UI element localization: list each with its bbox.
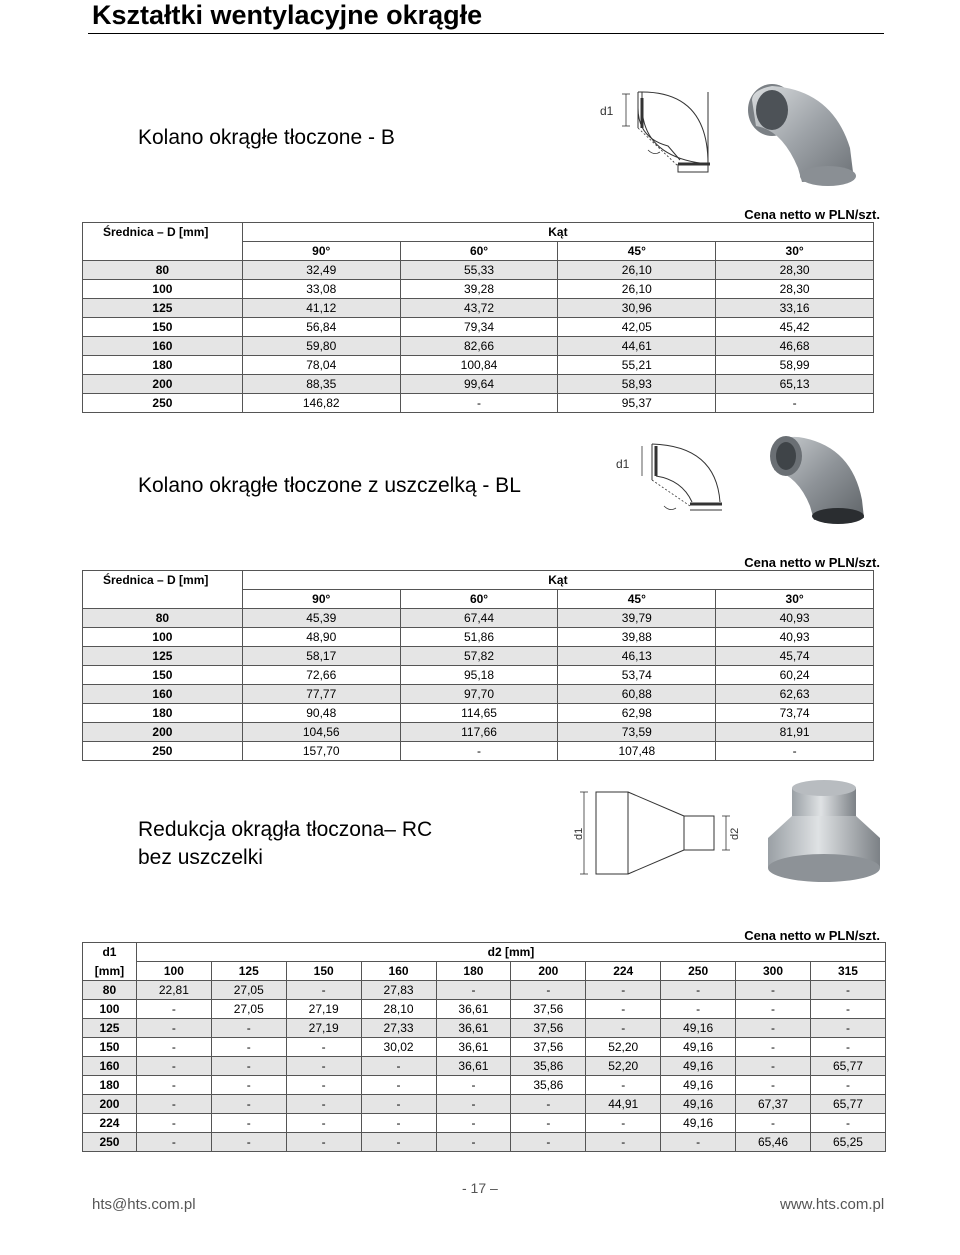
table-cell: - [136, 1038, 211, 1057]
table-cell: - [736, 981, 811, 1000]
table-row [83, 337, 874, 356]
table-cell: 36,61 [436, 1057, 511, 1076]
table-cell: - [511, 1095, 586, 1114]
title-rule [88, 33, 884, 34]
table-cell: 65,46 [736, 1133, 811, 1152]
price-note-b: Cena netto w PLN/szt. [744, 207, 880, 222]
table-cell: 180 [83, 356, 243, 375]
table-cell: 58,99 [716, 356, 874, 375]
table-cell: 36,61 [436, 1019, 511, 1038]
table-cell: 125 [83, 647, 243, 666]
page-title: Kształtki wentylacyjne okrągłe [92, 0, 483, 30]
table-cell: 53,74 [558, 666, 716, 685]
table-cell: 73,59 [558, 723, 716, 742]
angle-30: 30° [716, 242, 874, 261]
table-cell: - [736, 1019, 811, 1038]
table-cell: 114,65 [400, 704, 558, 723]
table-cell: - [361, 1057, 436, 1076]
table-cell: - [511, 981, 586, 1000]
table-cell: 37,56 [511, 1000, 586, 1019]
table-cell: 250 [83, 742, 243, 761]
table-cell: 78,04 [242, 356, 400, 375]
table-cell: 125 [83, 299, 243, 318]
table-row [83, 318, 874, 337]
table-cell: - [400, 394, 558, 413]
angle-90: 90° [242, 242, 400, 261]
table-cell: - [736, 1114, 811, 1133]
angle-90: 90° [242, 590, 400, 609]
table-cell: 44,61 [558, 337, 716, 356]
table-cell [83, 242, 243, 261]
table-cell: 67,44 [400, 609, 558, 628]
table-cell: - [361, 1095, 436, 1114]
table-cell: 250 [83, 394, 243, 413]
table-row [83, 261, 874, 280]
section-title-reducer-line2: bez uszczelki [138, 846, 263, 869]
table-cell: 60,88 [558, 685, 716, 704]
table-cell: 73,74 [716, 704, 874, 723]
table-cell: 27,33 [361, 1019, 436, 1038]
table-cell: - [286, 1076, 361, 1095]
table-cell: - [286, 1133, 361, 1152]
table-cell: 30,96 [558, 299, 716, 318]
table-cell: 39,88 [558, 628, 716, 647]
table-cell: 43,72 [400, 299, 558, 318]
table-cell: - [810, 981, 885, 1000]
table-cell: - [586, 1076, 661, 1095]
d2-header: d2 [mm] [136, 943, 885, 962]
table-cell: 65,77 [810, 1095, 885, 1114]
table-cell: 160 [83, 1057, 137, 1076]
table-row [83, 704, 874, 723]
table-cell: - [136, 1057, 211, 1076]
table-cell: 49,16 [661, 1095, 736, 1114]
table-cell: - [136, 1000, 211, 1019]
table-cell: 224 [83, 1114, 137, 1133]
table-cell: 33,08 [242, 280, 400, 299]
table-cell: 160 [361, 962, 436, 981]
table-row [83, 685, 874, 704]
table-cell: 100 [136, 962, 211, 981]
table-cell: 107,48 [558, 742, 716, 761]
table-cell: 46,13 [558, 647, 716, 666]
table-cell: - [211, 1019, 286, 1038]
table-cell: 200 [83, 723, 243, 742]
table-cell: - [586, 1133, 661, 1152]
table-cell [83, 590, 243, 609]
table-cell: 37,56 [511, 1038, 586, 1057]
table-cell: 26,10 [558, 280, 716, 299]
footer-email-link[interactable]: hts@hts.com.pl [92, 1196, 196, 1213]
table-cell: 82,66 [400, 337, 558, 356]
table-cell: 62,63 [716, 685, 874, 704]
table-cell: 49,16 [661, 1038, 736, 1057]
d1-header: d1 [83, 943, 137, 962]
table-row [83, 647, 874, 666]
table-row [83, 1114, 886, 1133]
table-cell: 27,05 [211, 1000, 286, 1019]
table-cell: 99,64 [400, 375, 558, 394]
table-cell: 45,74 [716, 647, 874, 666]
table-cell: 44,91 [586, 1095, 661, 1114]
table-cell: 41,12 [242, 299, 400, 318]
table-cell: 49,16 [661, 1019, 736, 1038]
table-row [83, 628, 874, 647]
table-cell: 42,05 [558, 318, 716, 337]
price-table-reducer [82, 942, 886, 1152]
table-cell: 49,16 [661, 1057, 736, 1076]
table-cell: 150 [83, 318, 243, 337]
table-cell: - [136, 1114, 211, 1133]
table-cell: 28,30 [716, 261, 874, 280]
table-row [83, 299, 874, 318]
table-cell: - [810, 1114, 885, 1133]
table-cell: - [286, 1057, 361, 1076]
table-cell: 65,13 [716, 375, 874, 394]
table-cell: 59,80 [242, 337, 400, 356]
table-cell: 125 [83, 1019, 137, 1038]
section-title-reducer-line1: Redukcja okrągła tłoczona– RC [138, 818, 433, 841]
table-cell: 79,34 [400, 318, 558, 337]
table-cell: 160 [83, 337, 243, 356]
reducer-diagram [566, 786, 746, 882]
table-cell: - [810, 1038, 885, 1057]
angle-30: 30° [716, 590, 874, 609]
table-cell: - [661, 1000, 736, 1019]
table-cell: 200 [511, 962, 586, 981]
table-cell: - [586, 1019, 661, 1038]
table-cell: - [716, 394, 874, 413]
table-cell: 300 [736, 962, 811, 981]
table-cell: - [286, 1095, 361, 1114]
table-cell: 55,21 [558, 356, 716, 375]
table-cell: - [436, 1114, 511, 1133]
table-row [83, 666, 874, 685]
table-cell: 27,83 [361, 981, 436, 1000]
d1-unit: [mm] [83, 962, 137, 981]
table-row [83, 742, 874, 761]
table-cell: - [286, 981, 361, 1000]
table-cell: 150 [83, 1038, 137, 1057]
table-row [83, 1076, 886, 1095]
table-cell: - [810, 1000, 885, 1019]
angle-45: 45° [558, 242, 716, 261]
table-row [83, 1057, 886, 1076]
table-cell: - [436, 981, 511, 1000]
table-cell: - [511, 1114, 586, 1133]
section-title-elbow-bl: Kolano okrągłe tłoczone z uszczelką - BL [138, 474, 521, 497]
table-cell: 104,56 [242, 723, 400, 742]
table-cell: 80 [83, 261, 243, 280]
table-cell: 180 [83, 1076, 137, 1095]
table-cell: 27,19 [286, 1000, 361, 1019]
table-cell: 117,66 [400, 723, 558, 742]
page-number: - 17 – [462, 1180, 498, 1196]
angle-header: Kąt [242, 223, 873, 242]
reducer-photo [760, 774, 888, 892]
price-table-elbow-b [82, 222, 874, 413]
table-cell: 33,16 [716, 299, 874, 318]
table-cell: - [211, 1076, 286, 1095]
diameter-header: Średnica – D [mm] [83, 571, 243, 590]
table-cell: - [586, 1114, 661, 1133]
angle-45: 45° [558, 590, 716, 609]
table-cell: - [136, 1076, 211, 1095]
table-cell: 49,16 [661, 1076, 736, 1095]
table-cell: - [211, 1133, 286, 1152]
table-cell: 200 [83, 375, 243, 394]
table-cell: 81,91 [716, 723, 874, 742]
table-cell: - [286, 1038, 361, 1057]
table-row [83, 394, 874, 413]
table-cell: 80 [83, 609, 243, 628]
table-cell: - [716, 742, 874, 761]
elbow-b-photo [732, 80, 872, 195]
table-cell: 62,98 [558, 704, 716, 723]
table-cell: 28,30 [716, 280, 874, 299]
table-row [83, 375, 874, 394]
reducer-d1-label: d1 [573, 827, 585, 840]
table-cell: 46,68 [716, 337, 874, 356]
table-cell: 32,49 [242, 261, 400, 280]
table-cell: 315 [810, 962, 885, 981]
table-cell: 65,25 [810, 1133, 885, 1152]
table-cell: - [136, 1095, 211, 1114]
table-cell: - [661, 981, 736, 1000]
angle-60: 60° [400, 590, 558, 609]
table-cell: - [736, 1000, 811, 1019]
elbow-bl-diagram [612, 440, 732, 530]
angle-60: 60° [400, 242, 558, 261]
elbow-bl-d1-label: d1 [616, 457, 630, 471]
table-cell: - [136, 1019, 211, 1038]
table-row [83, 1019, 886, 1038]
table-cell: 100 [83, 628, 243, 647]
table-cell: 200 [83, 1095, 137, 1114]
table-cell: 40,93 [716, 609, 874, 628]
table-cell: 48,90 [242, 628, 400, 647]
table-cell: 180 [436, 962, 511, 981]
elbow-bl-photo [752, 430, 882, 530]
table-cell: 160 [83, 685, 243, 704]
table-cell: - [736, 1038, 811, 1057]
table-cell: - [436, 1133, 511, 1152]
table-cell: 90,48 [242, 704, 400, 723]
table-cell: 100 [83, 1000, 137, 1019]
table-cell: 72,66 [242, 666, 400, 685]
section-title-elbow-b: Kolano okrągłe tłoczone - B [138, 126, 395, 149]
table-cell: 157,70 [242, 742, 400, 761]
table-row [83, 981, 886, 1000]
table-cell: - [661, 1133, 736, 1152]
table-cell: 27,05 [211, 981, 286, 1000]
table-cell: 37,56 [511, 1019, 586, 1038]
table-cell: 45,39 [242, 609, 400, 628]
table-cell: 30,02 [361, 1038, 436, 1057]
table-row [83, 356, 874, 375]
table-cell: 250 [661, 962, 736, 981]
table-cell: 52,20 [586, 1057, 661, 1076]
table-cell: 95,37 [558, 394, 716, 413]
table-cell: 88,35 [242, 375, 400, 394]
diameter-header: Średnica – D [mm] [83, 223, 243, 242]
table-row [83, 1000, 886, 1019]
price-table-elbow-bl [82, 570, 874, 761]
table-cell: 57,82 [400, 647, 558, 666]
table-cell: 35,86 [511, 1076, 586, 1095]
table-cell: 150 [83, 666, 243, 685]
table-cell: - [361, 1133, 436, 1152]
table-cell: 49,16 [661, 1114, 736, 1133]
table-row [83, 1133, 886, 1152]
table-cell: - [361, 1114, 436, 1133]
table-row [83, 280, 874, 299]
table-cell: 146,82 [242, 394, 400, 413]
price-note-bl: Cena netto w PLN/szt. [744, 555, 880, 570]
table-cell: 45,42 [716, 318, 874, 337]
table-cell: - [211, 1095, 286, 1114]
table-cell: 35,86 [511, 1057, 586, 1076]
table-cell: - [436, 1095, 511, 1114]
table-cell: 26,10 [558, 261, 716, 280]
price-note-rc: Cena netto w PLN/szt. [744, 928, 880, 943]
table-cell: 95,18 [400, 666, 558, 685]
table-cell: 28,10 [361, 1000, 436, 1019]
table-cell: 22,81 [136, 981, 211, 1000]
table-cell: 58,93 [558, 375, 716, 394]
table-cell: - [586, 981, 661, 1000]
table-cell: 40,93 [716, 628, 874, 647]
table-cell: 39,79 [558, 609, 716, 628]
table-cell: - [211, 1038, 286, 1057]
table-cell: 52,20 [586, 1038, 661, 1057]
reducer-d2-label: d2 [729, 827, 741, 840]
table-row [83, 1038, 886, 1057]
table-cell: 27,19 [286, 1019, 361, 1038]
table-cell: 100,84 [400, 356, 558, 375]
table-cell: - [736, 1057, 811, 1076]
table-cell: 125 [211, 962, 286, 981]
table-row [83, 609, 874, 628]
table-cell: - [436, 1076, 511, 1095]
table-cell: 97,70 [400, 685, 558, 704]
table-cell: 180 [83, 704, 243, 723]
table-cell: 36,61 [436, 1038, 511, 1057]
table-cell: 39,28 [400, 280, 558, 299]
table-cell: - [736, 1076, 811, 1095]
table-cell: - [586, 1000, 661, 1019]
table-cell: 224 [586, 962, 661, 981]
table-cell: 60,24 [716, 666, 874, 685]
table-cell: - [810, 1076, 885, 1095]
table-cell: - [286, 1114, 361, 1133]
table-cell: - [136, 1133, 211, 1152]
elbow-b-diagram [598, 88, 728, 188]
angle-header: Kąt [242, 571, 873, 590]
table-cell: 67,37 [736, 1095, 811, 1114]
table-cell: 80 [83, 981, 137, 1000]
footer-website-link[interactable]: www.hts.com.pl [780, 1196, 885, 1213]
table-row [83, 1095, 886, 1114]
table-cell: - [511, 1133, 586, 1152]
table-cell: 51,86 [400, 628, 558, 647]
table-cell: 150 [286, 962, 361, 981]
table-cell: 56,84 [242, 318, 400, 337]
table-row [83, 723, 874, 742]
table-cell: 100 [83, 280, 243, 299]
table-cell: 65,77 [810, 1057, 885, 1076]
table-cell: - [361, 1076, 436, 1095]
table-cell: 77,77 [242, 685, 400, 704]
elbow-b-d1-label: d1 [600, 104, 614, 118]
table-cell: - [211, 1057, 286, 1076]
table-cell: 36,61 [436, 1000, 511, 1019]
table-cell: - [211, 1114, 286, 1133]
table-cell: - [810, 1019, 885, 1038]
table-cell: 250 [83, 1133, 137, 1152]
table-cell: 55,33 [400, 261, 558, 280]
table-cell: 58,17 [242, 647, 400, 666]
table-cell: - [400, 742, 558, 761]
